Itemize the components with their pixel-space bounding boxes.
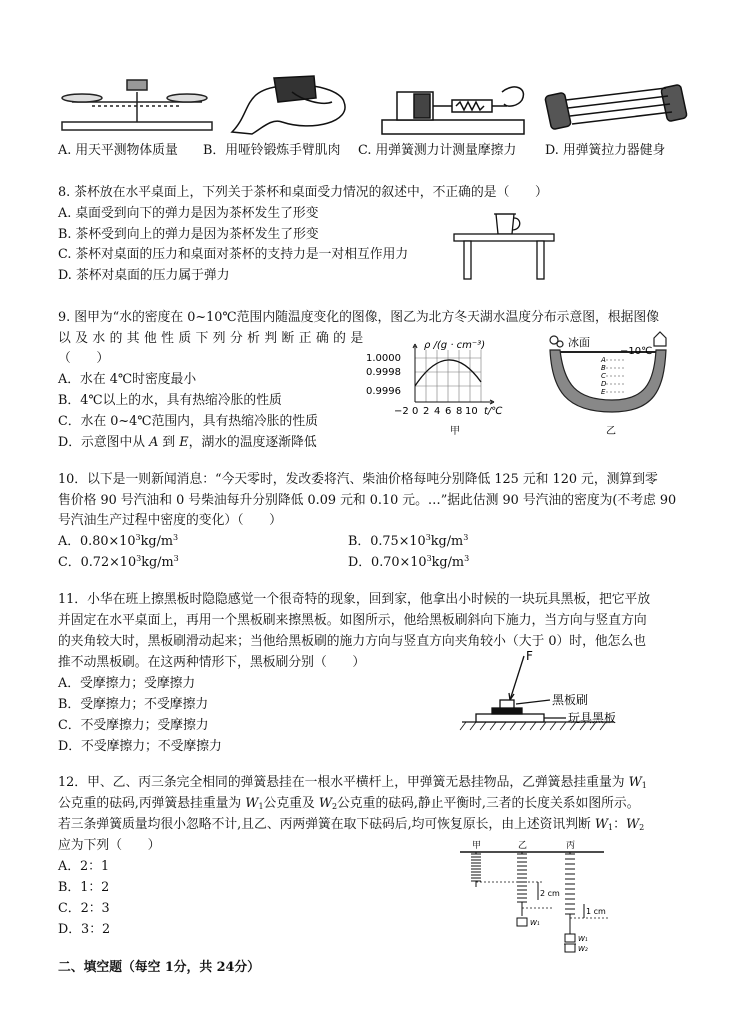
q7-option-images — [52, 72, 692, 140]
layer-b: B — [601, 364, 606, 372]
q8-stem: 8. 茶杯放在水平桌面上，下列关于茶杯和桌面受力情况的叙述中，不正确的是（ ） — [58, 185, 548, 200]
q9-option-c: C．水在 0~4℃范围内，具有热缩冷胀的性质 — [58, 414, 318, 429]
q7-option-c: C. 用弹簧测力计测量摩擦力 — [358, 143, 517, 158]
q12-option-a: A．2：1 — [58, 859, 110, 874]
xtick-10: 10 — [465, 406, 478, 417]
q9-option-d: D．示意图中从 A 到 E，湖水的温度逐渐降低 — [58, 435, 317, 450]
q9-option-b: B．4℃以上的水，具有热缩冷胀的性质 — [58, 393, 282, 408]
layer-a: A — [601, 356, 606, 364]
q10-stem-line1: 10．以下是一则新闻消息：“今天零时，发改委将汽、柴油价格每吨分别降低 125 元和 120 元，测算到零 — [58, 472, 658, 487]
ice-surface-label: 冰面 — [568, 336, 590, 349]
section-heading-fill-blank: 二、填空题（每空 1分，共 24分） — [58, 960, 260, 975]
balance-image — [62, 80, 212, 130]
q11-stem-line2: 并固定在水平桌面上，再用一个黑板刷来擦黑板。如图所示，他给黑板刷斜向下施力，当方向与竖直方向 — [58, 613, 647, 628]
ytick-2: 0.9998 — [366, 367, 401, 378]
layer-e: E — [601, 388, 606, 396]
spring-scale-friction-image — [382, 87, 524, 134]
ytick-3: 0.9996 — [366, 386, 401, 397]
dimension-2cm: 2 cm — [540, 889, 560, 898]
q9-stem-line2: 以及水的其他性质下列分析判断正确的是 — [58, 331, 368, 346]
cup-on-table-image — [452, 206, 558, 280]
q11-stem-line1: 11．小华在班上擦黑板时隐隐感觉一个很奇特的现象，回到家，他拿出小时候的一块玩具黑板，把它平放 — [58, 592, 651, 607]
q10-option-c: C．$0.72\times 10^3kg/m^3$ — [58, 554, 179, 570]
q11-option-b: B．受摩擦力；不受摩擦力 — [58, 697, 209, 712]
q8-option-a: A. 桌面受到向下的弹力是因为茶杯发生了形变 — [58, 206, 319, 221]
q11-option-a: A．受摩擦力；受摩擦力 — [58, 676, 196, 691]
brush-label: 黑板刷 — [552, 693, 589, 707]
ytick-1: 1.0000 — [366, 353, 401, 364]
dimension-1cm: 1 cm — [586, 907, 606, 916]
weight-w1-bing: W₁ — [578, 935, 588, 943]
lake-temperature-diagram — [546, 330, 676, 438]
xtick-6: 6 — [445, 406, 452, 417]
q7-option-a: A. 用天平测物体质量 — [58, 143, 178, 158]
q10-option-a: A．$0.80\times 10^3kg/m^3$ — [58, 533, 179, 549]
graph-xlabel: t/℃ — [484, 406, 503, 417]
xtick-2: 2 — [423, 406, 430, 417]
q12-stem-line1: 12．甲、乙、丙三条完全相同的弹簧悬挂在一根水平横杆上，甲弹簧无悬挂物品，乙弹簧悬挂重量为 $W_1$ — [58, 775, 647, 790]
xtick-0: 0 — [412, 406, 419, 417]
xtick-neg2: −2 — [394, 406, 409, 417]
xtick-4: 4 — [434, 406, 441, 417]
q10-option-d: D．$0.70\times 10^3kg/m^3$ — [348, 554, 470, 570]
q12-stem-line3: 若三条弹簧质量均很小忽略不计,且乙、丙两弹簧在取下砝码后,均可恢复原长，由上述资讯判断 $W_1$：$W_2$ — [58, 817, 645, 832]
q8-option-c: C. 茶杯对桌面的压力和桌面对茶杯的支持力是一对相互作用力 — [58, 247, 409, 262]
xtick-8: 8 — [456, 406, 463, 417]
dumbbell-arm-image — [232, 76, 345, 134]
q8-option-d: D. 茶杯对桌面的压力属于弹力 — [58, 268, 230, 283]
air-temp-label: −10℃ — [620, 346, 653, 357]
blackboard-brush-diagram — [454, 648, 650, 740]
q9-stem-line1: 9. 图甲为“水的密度在 0~10℃范围内随温度变化的图像，图乙为北方冬天湖水温度分布示意图，根据图像 — [58, 310, 660, 325]
q12-option-b: B．1：2 — [58, 880, 110, 895]
layer-c: C — [601, 372, 606, 380]
spring-label-yi: 乙 — [518, 841, 528, 851]
q12-stem-line4: 应为下列（ ） — [58, 838, 161, 853]
q10-stem-line3: 号汽油生产过程中密度的变化）（ ） — [58, 513, 282, 528]
q7-option-d: D. 用弹簧拉力器健身 — [545, 143, 666, 158]
force-label: F — [526, 649, 533, 663]
weight-w2-bing: W₂ — [578, 945, 588, 953]
chest-expander-image — [545, 84, 688, 129]
graph-ylabel: ρ /(g · cm⁻³) — [424, 340, 486, 351]
diagram-caption-yi: 乙 — [606, 426, 616, 437]
q10-option-b: B．$0.75\times 10^3kg/m^3$ — [348, 533, 469, 549]
q11-option-c: C．不受摩擦力；受摩擦力 — [58, 718, 209, 733]
q7-option-b: B．用哑铃锻炼手臂肌肉 — [203, 143, 341, 158]
q8-option-b: B. 茶杯受到向上的弹力是因为茶杯发生了形变 — [58, 227, 319, 242]
layer-d: D — [601, 380, 607, 388]
q11-stem-line3: 的夹角较大时，黑板刷滑动起来；当他给黑板刷的施力方向与竖直方向夹角较小（大于 0）时，他怎么也 — [58, 634, 647, 649]
spring-label-jia: 甲 — [472, 841, 482, 851]
q9-paren: （ ） — [58, 351, 110, 366]
q12-option-d: D．3：2 — [58, 922, 111, 937]
spring-label-bing: 丙 — [566, 841, 576, 851]
q11-option-d: D．不受摩擦力；不受摩擦力 — [58, 739, 222, 754]
graph-caption-jia: 甲 — [450, 426, 460, 437]
q12-stem-line2: 公克重的砝码,丙弹簧悬挂重量为 $W_1$公克重及 $W_2$公克重的砝码,静止平衡时,三者的长度关系如图所示。 — [58, 796, 640, 811]
q9-option-a: A．水在 4℃时密度最小 — [58, 372, 197, 387]
weight-w1-yi: W₁ — [530, 919, 540, 927]
q11-stem-line4: 推不动黑板刷。在这两种情形下，黑板刷分别（ ） — [58, 655, 366, 670]
three-springs-diagram — [454, 838, 624, 960]
q10-stem-line2: 售价格 90 号汽油和 0 号柴油每升分别降低 0.09 元和 0.10 元。…”据此估测 90 号汽油的密度为(不考虑 90 — [58, 493, 677, 508]
q12-option-c: C．2：3 — [58, 901, 110, 916]
density-temperature-graph — [366, 338, 540, 438]
board-label: 玩具黑板 — [568, 711, 617, 725]
